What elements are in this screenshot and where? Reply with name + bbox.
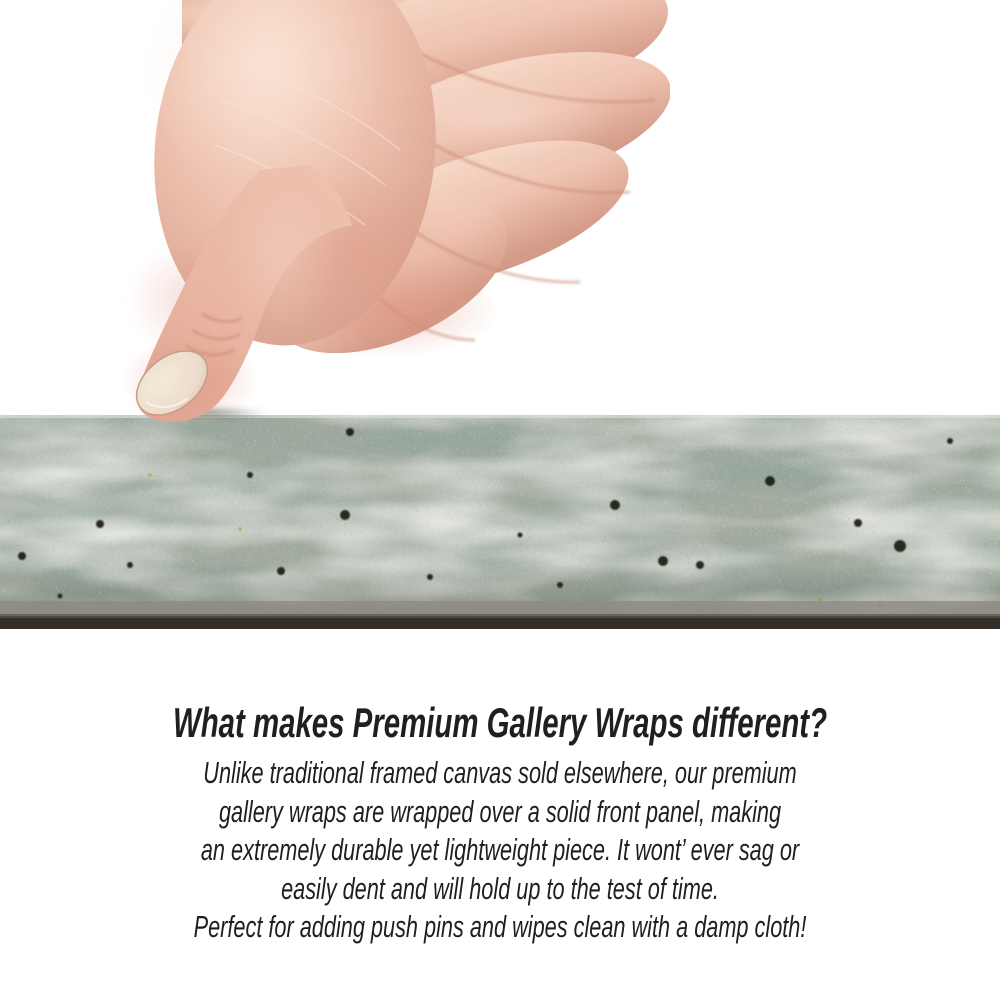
canvas-texture: [0, 415, 1000, 629]
body-line-4: easily dent and will hold up to the test of time.: [281, 870, 719, 906]
body-line-1: Unlike traditional framed canvas sold elsewhere, our premium: [203, 755, 797, 790]
canvas-strip: [0, 415, 1000, 629]
headline: What makes Premium Gallery Wraps different?: [172, 699, 828, 746]
body-line-3: an extremely durable yet lightweight piece. It wont’ ever sag or: [200, 832, 800, 867]
hand-illustration: [110, 0, 670, 436]
body-line-5: Perfect for adding push pins and wipes clean with a damp cloth!: [193, 909, 807, 944]
hand-photo: [110, 0, 670, 436]
body-line-2: gallery wraps are wrapped over a solid front panel, making: [218, 793, 782, 829]
copy-block: [150, 700, 850, 947]
